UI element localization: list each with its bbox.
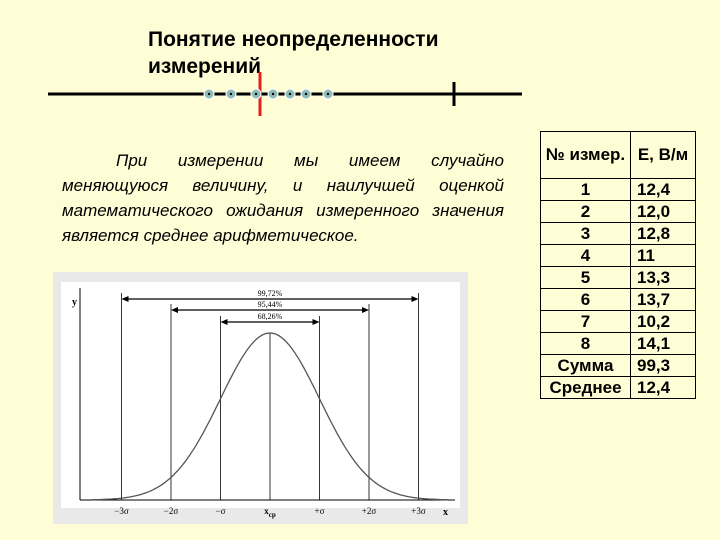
cell-mean-value: 12,4 <box>631 377 696 399</box>
table-row <box>541 289 696 311</box>
measurements-table <box>540 131 696 399</box>
cell-number: 5 <box>541 267 631 289</box>
measurement-point-dot <box>289 93 291 95</box>
table-row <box>541 267 696 289</box>
table-row <box>541 311 696 333</box>
measurement-point-dot <box>208 93 210 95</box>
cell-number: 3 <box>541 223 631 245</box>
table-row <box>541 179 696 201</box>
cell-number: 7 <box>541 311 631 333</box>
x-tick-label: $x_{cp}$ <box>264 506 276 519</box>
x-tick-label: −2σ <box>163 506 179 516</box>
interval-label: 99,72% <box>257 289 283 298</box>
description-paragraph <box>62 148 504 248</box>
cell-value: 12,8 <box>631 223 696 245</box>
cell-number: 4 <box>541 245 631 267</box>
x-tick-label: +3σ <box>411 506 426 516</box>
measurement-point-dot <box>255 93 257 95</box>
measurement-point-dot <box>327 93 329 95</box>
x-tick-label: +2σ <box>361 506 377 516</box>
cell-value: 11 <box>631 245 696 267</box>
header-value: E, В/м <box>631 132 696 179</box>
x-tick-label: +σ <box>314 506 325 516</box>
cell-number: 1 <box>541 179 631 201</box>
x-tick-label: −3σ <box>114 506 129 516</box>
cell-value: 13,7 <box>631 289 696 311</box>
cell-value: 12,0 <box>631 201 696 223</box>
x-axis-label: x <box>443 507 448 518</box>
x-tick-label: −σ <box>215 506 226 516</box>
cell-sum-value: 99,3 <box>631 355 696 377</box>
table-row-sum <box>541 355 696 377</box>
cell-number: 8 <box>541 333 631 355</box>
interval-label: 95,44% <box>257 300 283 309</box>
table-header-row <box>541 132 696 179</box>
chart-svg <box>53 272 468 524</box>
cell-value: 13,3 <box>631 267 696 289</box>
slide-title: Понятие неопределенности измерений <box>148 28 439 78</box>
measurement-point-dot <box>272 93 274 95</box>
number-line <box>0 0 720 130</box>
cell-number: 6 <box>541 289 631 311</box>
cell-value: 12,4 <box>631 179 696 201</box>
description-text: При измерении мы имеем случайно меняющуюся величину, и наилучшей оценкой математического ожидания измеренного значения является среднее арифметическое. <box>62 151 504 245</box>
cell-value: 10,2 <box>631 311 696 333</box>
table-row <box>541 201 696 223</box>
cell-number: 2 <box>541 201 631 223</box>
cell-sum-label: Сумма <box>541 355 631 377</box>
table-row <box>541 245 696 267</box>
cell-value: 14,1 <box>631 333 696 355</box>
table-row-mean <box>541 377 696 399</box>
measurement-point-dot <box>230 93 232 95</box>
normal-distribution-chart <box>53 272 468 524</box>
header-number: № измер. <box>541 132 631 179</box>
interval-label: 68,26% <box>257 312 283 321</box>
y-axis-label: y <box>72 297 77 308</box>
table-row <box>541 333 696 355</box>
table-row <box>541 223 696 245</box>
measurement-point-dot <box>305 93 307 95</box>
cell-mean-label: Среднее <box>541 377 631 399</box>
